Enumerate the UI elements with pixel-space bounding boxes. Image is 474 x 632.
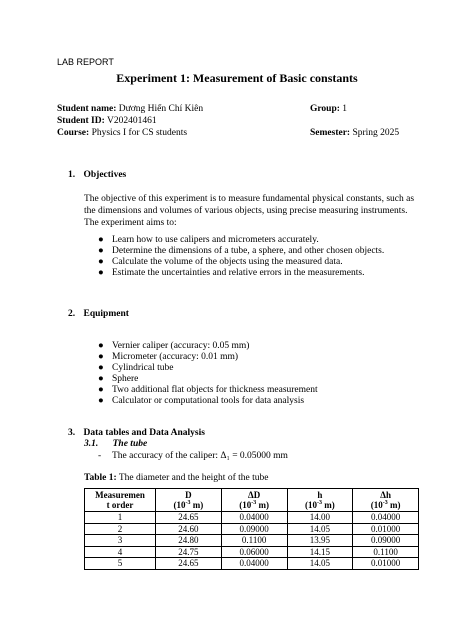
table-caption-text: The diameter and the height of the tube (118, 473, 269, 483)
table-cell: 14.15 (287, 546, 353, 558)
section-title: Data tables and Data Analysis (83, 428, 205, 438)
table-cell: 24.75 (156, 546, 222, 558)
table-cell: 24.65 (156, 512, 222, 524)
subsection-number: 3.1. (84, 439, 99, 449)
table-cell: 5 (85, 558, 156, 570)
table-cell: 14.05 (287, 558, 353, 570)
table-cell: 24.80 (156, 535, 222, 547)
student-id-row (57, 116, 157, 126)
report-title: Experiment 1: Measurement of Basic constants (116, 71, 358, 85)
subsection-tube-heading (84, 439, 147, 449)
table-row (85, 558, 419, 570)
table-cell: 2 (85, 523, 156, 535)
group-value: 1 (342, 104, 348, 114)
table-row (85, 546, 419, 558)
semester-label: Semester: (310, 128, 351, 138)
group-row (310, 104, 347, 114)
course-value: Physics I for CS students (91, 128, 188, 138)
objectives-paragraph: The objective of this experiment is to measure fundamental physical constants, such as the dimensions and volumes of various objects, using precise measuring instruments. The experiment aims to: (84, 194, 415, 228)
section-equipment-heading (68, 309, 129, 319)
table-cell: 0.06000 (221, 546, 287, 558)
table-cell: 3 (85, 535, 156, 547)
table-cell: 14.05 (287, 523, 353, 535)
section-number: 1. (68, 170, 76, 180)
list-item: ● Sphere (98, 374, 139, 384)
section-number: 3. (68, 428, 76, 438)
table-cell: 14.00 (287, 512, 353, 524)
course-label: Course: (57, 128, 90, 138)
student-id-value: V202401461 (107, 116, 157, 126)
table-cell: 0.04000 (353, 512, 419, 524)
course-row (57, 128, 187, 138)
list-item: ● Two additional flat objects for thickness measurement (98, 385, 318, 395)
section-title: Equipment (83, 309, 129, 319)
section-number: 2. (68, 309, 76, 319)
list-item: ● Learn how to use calipers and micrometers accurately. (98, 235, 319, 245)
group-label: Group: (310, 104, 340, 114)
table-row (85, 512, 419, 524)
student-name-row (57, 104, 203, 114)
table-cell: 0.1100 (353, 546, 419, 558)
table-cell: 0.1100 (221, 535, 287, 547)
student-name-label: Student name: (57, 104, 117, 114)
header-delta-diameter: ΔD ($10^{-3}$ m) (221, 489, 287, 512)
table-caption-label: Table 1: (84, 473, 117, 483)
header-height: h ($10^{-3}$ m) (287, 489, 353, 512)
list-item: ● Vernier caliper (accuracy: 0.05 mm) (98, 341, 250, 351)
list-item: ● Determine the dimensions of a tube, a sphere, and other chosen objects. (98, 246, 385, 256)
semester-row (310, 128, 399, 138)
table-row (85, 523, 419, 535)
list-item: ● Calculate the volume of the objects using the measured data. (98, 257, 343, 267)
table-cell: 0.04000 (221, 512, 287, 524)
student-name-value: Dương Hiển Chí Kiên (118, 104, 204, 114)
table-cell: 0.01000 (353, 558, 419, 570)
table-row (85, 535, 419, 547)
list-item: ● Estimate the uncertainties and relative errors in the measurements. (98, 268, 365, 278)
semester-value: Spring 2025 (352, 128, 400, 138)
subsection-title: The tube (112, 439, 148, 449)
caliper-accuracy-item: - The accuracy of the caliper: Δ₁ = 0.05000 mm (98, 451, 288, 461)
section-data-heading (68, 428, 205, 438)
list-item: ● Micrometer (accuracy: 0.01 mm) (98, 352, 239, 362)
table-cell: 24.65 (156, 558, 222, 570)
data-table (84, 488, 419, 570)
section-objectives-heading (68, 170, 126, 180)
header-delta-height: Δh ($10^{-3}$ m) (353, 489, 419, 512)
table-cell: 4 (85, 546, 156, 558)
table-caption (84, 473, 268, 483)
table-cell: 13.95 (287, 535, 353, 547)
table-cell: 1 (85, 512, 156, 524)
table-cell: 0.01000 (353, 523, 419, 535)
student-id-label: Student ID: (57, 116, 105, 126)
list-item: ● Calculator or computational tools for data analysis (98, 396, 305, 406)
table-cell: 24.60 (156, 523, 222, 535)
table-cell: 0.04000 (221, 558, 287, 570)
table-cell: 0.09000 (221, 523, 287, 535)
header-diameter: D ($10^{-3}$ m) (156, 489, 222, 512)
header-measurement-order: Measuremen t order (85, 489, 156, 512)
table-cell: 0.09000 (353, 535, 419, 547)
section-title: Objectives (83, 170, 127, 180)
list-item: ● Cylindrical tube (98, 363, 174, 373)
header-label: LAB REPORT (57, 57, 114, 67)
table-header-row (85, 489, 419, 512)
